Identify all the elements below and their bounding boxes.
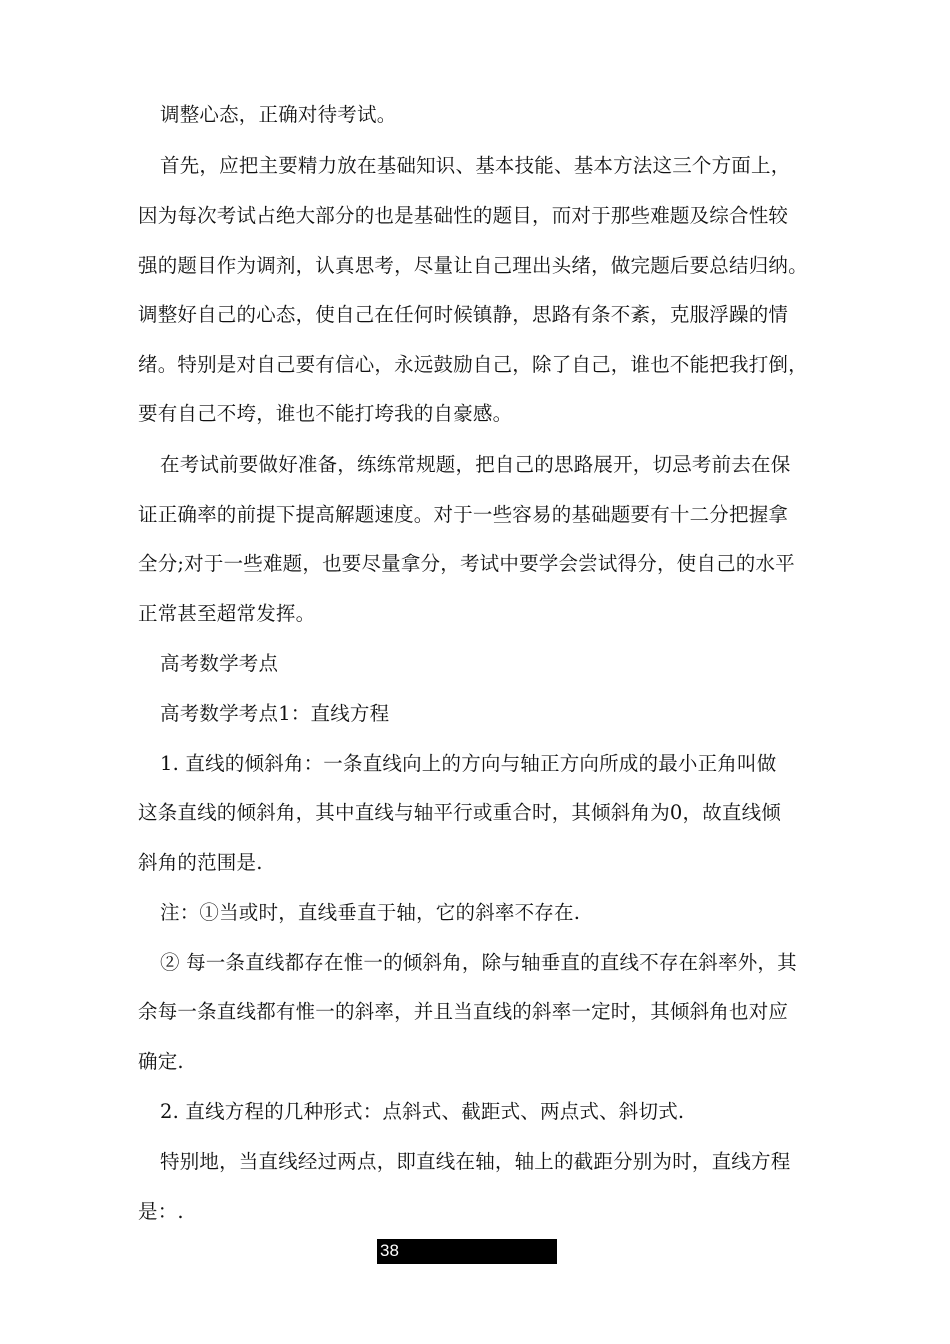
paragraph-line: 因为每次考试占绝大部分的也是基础性的题目，而对于那些难题及综合性较 (138, 204, 789, 227)
paragraph-line: 余每一条直线都有惟一的斜率，并且当直线的斜率一定时，其倾斜角也对应 (138, 1000, 789, 1023)
paragraph-line: 调整好自己的心态，使自己在任何时候镇静，思路有条不紊，克服浮躁的情 (138, 303, 789, 326)
paragraph-line: 强的题目作为调剂，认真思考，尽量让自己理出头绪，做完题后要总结归纳。 (138, 254, 808, 277)
paragraph-line: 这条直线的倾斜角，其中直线与轴平行或重合时，其倾斜角为0，故直线倾 (138, 801, 782, 824)
paragraph-line: 调整心态，正确对待考试。 (160, 103, 397, 126)
page-number: 38 (380, 1241, 399, 1260)
paragraph-line: 全分;对于一些难题，也要尽量拿分，考试中要学会尝试得分，使自己的水平 (138, 552, 795, 575)
paragraph-line: 首先，应把主要精力放在基础知识、基本技能、基本方法这三个方面上， (160, 154, 791, 177)
paragraph-line: 绪。特别是对自己要有信心，永远鼓励自己，除了自己，谁也不能把我打倒， (138, 353, 808, 376)
paragraph-line: 注：①当或时，直线垂直于轴，它的斜率不存在. (160, 901, 581, 924)
paragraph-line: 在考试前要做好准备，练练常规题，把自己的思路展开，切忌考前去在保 (160, 453, 791, 476)
paragraph-line: 要有自己不垮，谁也不能打垮我的自豪感。 (138, 402, 513, 425)
paragraph-line: 是：. (138, 1200, 184, 1223)
paragraph-line: 正常甚至超常发挥。 (138, 602, 316, 625)
paragraph-line: ② 每一条直线都存在惟一的倾斜角，除与轴垂直的直线不存在斜率外，其 (160, 951, 797, 974)
subsection-heading: 高考数学考点1：直线方程 (160, 702, 390, 725)
paragraph-line: 证正确率的前提下提高解题速度。对于一些容易的基础题要有十二分把握拿 (138, 503, 789, 526)
paragraph-line: 1. 直线的倾斜角：一条直线向上的方向与轴正方向所成的最小正角叫做 (160, 752, 777, 775)
paragraph-line: 斜角的范围是. (138, 851, 263, 874)
section-heading: 高考数学考点 (160, 652, 279, 675)
paragraph-line: 确定. (138, 1050, 184, 1073)
page-number-bar (377, 1239, 557, 1264)
paragraph-line: 2. 直线方程的几种形式：点斜式、截距式、两点式、斜切式. (160, 1100, 685, 1123)
paragraph-line: 特别地，当直线经过两点，即直线在轴，轴上的截距分别为时，直线方程 (160, 1150, 791, 1173)
